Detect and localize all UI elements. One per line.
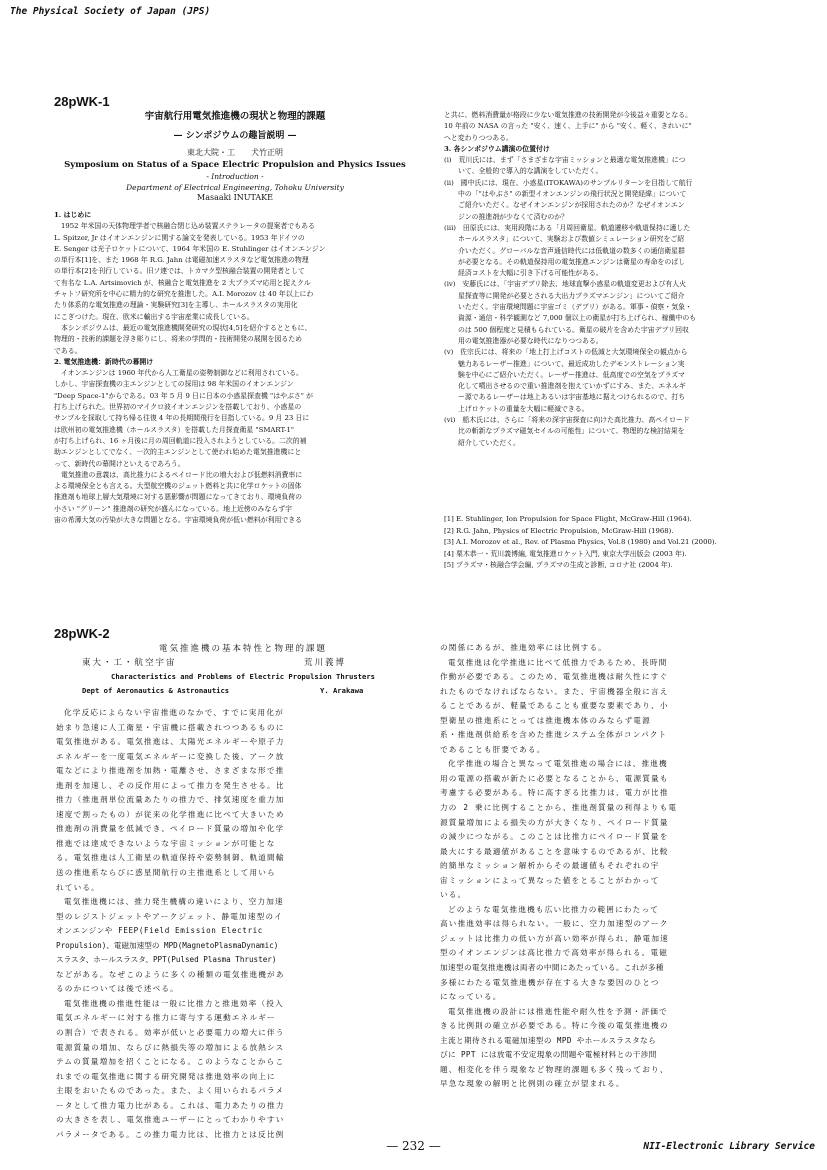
paragraph-line: (v) 佐宗氏には、将来の「地上打上げコストの低減と大気環境保全の観点から xyxy=(444,348,688,357)
paper1-id: 28pWK-1 xyxy=(54,94,110,109)
paragraph-line: 介いただく。グローバルな音声通信時代には低軌道の数多くの通信衛星群 xyxy=(458,246,685,255)
paper2-author-en: Y. Arakawa xyxy=(320,686,364,695)
reference-item: [1] E. Stuhlinger, Ion Propulsion for Space Flight, McGraw-Hill (1964). xyxy=(444,515,692,523)
paper2-left-column xyxy=(56,706,426,1142)
paragraph-line: 作動が必要である。このため、電気推進機は耐久性にすぐ xyxy=(440,672,669,682)
paragraph-line: 化して噴出させるので重い推進剤を抱えていかずにすみ、また、エネルギ xyxy=(458,382,686,391)
paragraph-line: の関係にあるが、推進効率には比例する。 xyxy=(440,643,608,652)
paragraph-line: ホールスラスタ」について、実験および数値シミュレーション研究をご紹 xyxy=(458,235,685,244)
paragraph-line: ジェットは比推力の低い方が高い効率が得られ、静電加速 xyxy=(440,933,669,943)
paragraph-line: 小さい "グリーン" 推進剤の研究が盛んになっている。地上近傍のみならず宇 xyxy=(54,504,292,513)
reference-item: [4] 栗木恭一・荒川義博編, 電気推進ロケット入門, 東京大学出版会 (2003 年). xyxy=(444,549,687,558)
paragraph-line: 星探査等に開発が必要とされる大出力プラズマエンジン」についてご紹介 xyxy=(458,291,685,300)
reference-item: [3] A.I. Morozov et al., Rev. of Plasma Physics, Vol.8 (1980) and Vol.21 (2000). xyxy=(444,538,717,547)
paragraph-line: 的簡単なミッション解析からその最適値もそれぞれの宇 xyxy=(440,861,660,871)
paragraph-line: 10 年前の NASA の言った "安く、速く、上手に" から "安く、軽く、きれいに" xyxy=(444,122,692,131)
paper1-title-jp: 宇宙航行用電気推進機の現状と物理的課題 xyxy=(144,111,326,122)
paragraph-line: たり体系的な電気推進の理論・実験研究[3]を主導し、ホールスラスタの実用化 xyxy=(54,301,298,310)
paragraph-line: (i) 荒川氏には、まず「さまざまな宇宙ミッションと最適な電気推進機」につ xyxy=(444,156,686,165)
paragraph-line: 化学推進の場合と異なって電気推進の場合には、推進機 xyxy=(448,759,668,769)
paragraph-line: 電気推進は化学推進に比べて低推力であるため、長時間 xyxy=(448,657,668,667)
paragraph-line: 宙ミッションによって異なった値をとることがわかって xyxy=(440,875,660,885)
paragraph-line: (iii) 田原氏には、実用段階にある「月周回衛星、軌道遷移や軌道保持に適した xyxy=(444,223,691,232)
paragraph-line: 電気推進機の設計には推進性能や耐久性を予測・評価で xyxy=(448,1006,668,1016)
paragraph-line: 多様にわたる電気推進機が存在する大きな要因のひとつ xyxy=(440,977,660,987)
paragraph-line: が必要となる。その軌道保持用の電気推進エンジンは衛星の寿命をのばし xyxy=(458,257,686,266)
journal-header: The Physical Society of Japan (JPS) xyxy=(10,6,211,17)
paper1-references xyxy=(444,514,804,572)
paragraph-line: 用の電源の搭載が新たに必要となることから、電源質量も xyxy=(440,773,669,783)
paragraph-line: にこぎつけた。現在、欧米に輸出する宇宙産業に成長している。 xyxy=(54,312,254,321)
paper2-title-block xyxy=(62,642,424,698)
paragraph-line: "Deep Space-1"からである。03 年 5 月 9 日に日本の小惑星探査機 "はやぶさ" が xyxy=(54,391,314,400)
paragraph-line: 3. 各シンポジウム講演の位置付け xyxy=(444,144,550,153)
paragraph-line: 速度で割ったもの）が従来の化学推進に比べて大きいため xyxy=(56,809,285,819)
paragraph-line: E. Senger は光子ロケットについて、1964 年米国の E. Stuhlinger はイオンエンジン xyxy=(54,244,326,253)
paragraph-line: のは 500 個程度と見積もられている。衛星の破片を含めた宇宙デブリ回収 xyxy=(458,325,689,334)
paragraph-line: ー源であるレーザーは地上あるいは宇宙基地に据えつけられるので、打ち xyxy=(458,393,686,402)
reference-item: [5] プラズマ・核融合学会編, プラズマの生成と診断, コロナ社 (2004 年). xyxy=(444,561,673,570)
paper1-left-column xyxy=(54,210,420,526)
paragraph-line: は欧州初の電気推進機（ホールスラスタ）を搭載した月探査衛星 "SMART-1" xyxy=(54,425,295,434)
paragraph-line: 推進剤も地球上層大気環境に対する悪影響が問題になってきており、環境負荷の xyxy=(54,493,303,502)
paragraph-line: 進剤を加速し、その反作用によって推力を発生させる。比 xyxy=(56,780,285,790)
paragraph-line: て有名な L.A. Artsimovich が、核融合と電気推進を 2 大プラズマ応用と捉えクル xyxy=(54,278,311,287)
paragraph-line: って、新時代の幕開けといえるであろう。 xyxy=(54,459,185,468)
paragraph-line: サンプルを採取して持ち帰る往復 4 年の長期間飛行を目指している。9 月 23 日に xyxy=(54,414,310,423)
paper1-intro-en: - Introduction - xyxy=(206,172,264,181)
paragraph-line: ご紹介いただく。なぜイオンエンジンが採用されたのか？なぜイオンエン xyxy=(458,201,685,210)
paragraph-line: (vi) 船木氏には、さらに「将来の深宇宙探査に向けた高比推力、高ペイロード xyxy=(444,416,690,425)
paragraph-line: 電気推進がある。電気推進は、太陽光エネルギーや原子力 xyxy=(56,737,285,747)
paragraph-line: になっている。 xyxy=(440,992,502,1002)
paragraph-line: 2. 電気推進機：新時代の幕開け xyxy=(54,357,154,366)
paragraph-line: 資源・通信・科学観測など 7,000 個以上の衛星が打ち上げられ、稼働中のも xyxy=(458,314,697,323)
paragraph-line: が打ち上げられ、16 ヶ月後に月の周回軌道に投入されようとしている。二次的補 xyxy=(54,436,307,445)
paragraph-line: 中の「"はやぶさ" の新型イオンエンジンの飛行状況と開発経緯」について xyxy=(458,190,687,199)
paragraph-line: 送の推進系ならびに惑星間航行の主推進系として用いら xyxy=(56,868,276,878)
page-number: — 232 — xyxy=(386,1139,441,1153)
paragraph-line: 型のレジストジェットやアークジェット、静電加速型のイ xyxy=(56,911,284,921)
paragraph-line: 電気エネルギーに対する推力に寄与する運動エネルギー xyxy=(56,1013,276,1023)
paragraph-line: 源質量増加による損失の方が大きくなり、ペイロード質量 xyxy=(440,817,669,827)
paragraph-line: スラスタ、ホールスラスタ、PPT(Pulsed Plasma Thruster) xyxy=(56,955,277,965)
paragraph-line: 電気推進の意義は、高比推力によるペイロード比の増大および低燃料消費率に xyxy=(61,470,303,479)
paragraph-line: 助エンジンとしてでなく、一次的主エンジンとして使われ始めた電気推進機にと xyxy=(54,448,302,457)
paragraph-line: よる環境保全とも言える。大型航空機のジェット燃料と共に化学ロケットの固体 xyxy=(54,482,302,491)
paragraph-line: などがある。なぜこのように多くの種類の電気推進機があ xyxy=(56,969,285,979)
paragraph-line: 主眼をおいたものであった。また、よく用いられるパラメ xyxy=(56,1086,285,1096)
paragraph-line: 電などにより推進剤を加熱・電離させ、さまざまな形で推 xyxy=(56,766,285,776)
paragraph-line: であることも肝要である。 xyxy=(440,744,546,754)
paragraph-line: 宙の希薄大気の汚染が大きな問題となる。宇宙環境負荷が低い燃料が利用できる xyxy=(54,516,303,525)
paragraph-line: パラメータである。この推力電力比は、比推力とは反比例 xyxy=(56,1129,285,1139)
paragraph-line: 電気推進機の推進性能は一般に比推力と推進効率（投入 xyxy=(64,998,284,1008)
library-footer: NII-Electronic Library Service xyxy=(643,1141,815,1152)
paragraph-line: 推進では達成できないような宇宙ミッションが可能とな xyxy=(56,838,276,848)
paragraph-line: の大きさを表し、電気推進ユーザーにとってわかりやすい xyxy=(56,1115,285,1125)
paragraph-line: である。 xyxy=(54,346,82,355)
paragraph-line: 物理的・技術的課題を浮き彫りにし、将来の学問的・技術開発の展開を図るため xyxy=(54,335,303,344)
paragraph-line: 主流と期待される電磁加速型の MPD やホールスラスタなら xyxy=(440,1035,657,1045)
paragraph-line: る。電気推進は人工衛星の軌道保持や姿勢制御、軌道間輸 xyxy=(56,853,285,863)
paragraph-line: Propulsion)、電磁加速型の MPD(MagnetoPlasmaDynamic) xyxy=(56,940,279,950)
paragraph-line: イオンエンジンは 1960 年代から人工衛星の姿勢制御などに利用されている。 xyxy=(61,369,303,378)
paragraph-line: 加速型の電気推進機は両者の中間にあたっている。これが多種 xyxy=(440,963,664,973)
paragraph-line: れまでの電気推進に関する研究開発は推進効率の向上に xyxy=(56,1071,276,1081)
paragraph-line: エネルギーを一度電気エネルギーに変換した後、アーク放 xyxy=(56,751,285,761)
paper1-author-en: Masaaki INUTAKE xyxy=(197,193,273,202)
paragraph-line: るのかについては後で述べる。 xyxy=(56,984,179,994)
paragraph-line: 力の 2 乗に比例することから、推進剤質量の利得よりも電 xyxy=(440,803,678,813)
paragraph-line: 推力（推進剤単位流量あたりの推力で、排気速度を重力加 xyxy=(56,795,285,805)
paragraph-line: れたものでなければならない。また、宇宙機器全般に言え xyxy=(440,686,669,696)
paragraph-line: 電源質量の増加、ならびに熱損失等の増加による放熱シス xyxy=(56,1042,285,1052)
paragraph-line: 最大にする最適値があることを意味するのであるが、比較 xyxy=(440,846,669,856)
paragraph-line: ることであるが、軽量であることも重要な要素であり、小 xyxy=(440,701,669,711)
paragraph-line: 高い推進効率は得られない。一般に、空力加速型のアーク xyxy=(440,919,669,929)
paragraph-line: 型のイオンエンジンは高比推力で高効率が得られる。電磁 xyxy=(440,948,669,958)
paragraph-line: 題、相変化を伴う現象など物理的課題も多く残っており、 xyxy=(440,1064,669,1074)
paper2-title-jp: 電気推進機の基本特性と物理的課題 xyxy=(158,644,327,654)
paper1-author-jp: 東北大院・工 犬竹正明 xyxy=(187,148,283,157)
paper2-right-column xyxy=(440,641,810,1092)
paragraph-line: (iv) 安藤氏には、「宇宙デブリ除去、地球直撃小惑星の軌道変更および有人火 xyxy=(444,280,687,289)
paragraph-line: 系・推進剤供給系を含めた推進システム全体がコンパクト xyxy=(440,730,668,740)
paragraph-line: オンエンジンや FEEP(Field Emission Electric xyxy=(56,926,263,936)
paragraph-line: どのような電気推進機も広い比推力の範囲にわたって xyxy=(448,904,660,914)
paragraph-line: しかし、宇宙探査機の主エンジンとしての採用は 98 年米国のイオンエンジン xyxy=(54,380,294,389)
paragraph-line: 経済コストを大幅に引き下げる可能性がある。 xyxy=(458,269,603,278)
paragraph-line: ータとして推力電力比がある。これは、電力あたりの推力 xyxy=(56,1100,285,1110)
paragraph-line: と共に、燃料消費量が格段に少ない電気推進の技術開発が今後益々重要となる。 xyxy=(444,111,693,119)
paragraph-line: 用の電気推進器が必要な時代になりつつある。 xyxy=(458,336,603,345)
paragraph-line: びに PPT には放電不安定現象の問題や電極材料との干渉問 xyxy=(440,1050,657,1060)
paper1-right-column xyxy=(444,110,804,449)
paragraph-line: 始まり急速に人工衛星・宇宙機に搭載されつつあるものに xyxy=(56,722,285,732)
paragraph-line: 早急な現象の解明と比例則の確立が望まれる。 xyxy=(440,1079,625,1089)
paragraph-line: 比の斬新なプラズマ磁気セイルの可能性」について、物理的な検討結果を xyxy=(458,427,685,436)
paragraph-line: 電気推進機には、推力発生機構の違いにより、空力加速 xyxy=(64,897,284,907)
paragraph-line: 化学反応によらない宇宙推進のなかで、すでに実用化が xyxy=(64,708,284,717)
paragraph-line: いる。 xyxy=(440,890,467,900)
paragraph-line: 推進剤の消費量を低減でき、ペイロード質量の増加や化学 xyxy=(56,824,285,834)
paragraph-line: 1. はじめに xyxy=(54,211,92,219)
paragraph-line: (ii) 國中氏には、現在、小惑星(ITOKAWA)のサンプルリターンを目指して航行 xyxy=(444,178,693,187)
paper2-title-en: Characteristics and Problems of Electric Propulsion Thrusters xyxy=(111,672,375,681)
paper2-dept-en: Dept of Aeronautics & Astronautics xyxy=(82,686,230,695)
paragraph-line: 紹介していただく。 xyxy=(458,438,520,447)
paragraph-line: 上げロケットの重量を大幅に軽減できる。 xyxy=(458,404,589,413)
paragraph-line: の単行本[2]を刊行している。旧ソ連では、トカマク型核融合装置の開発者として xyxy=(54,267,305,276)
paper1-title-block xyxy=(52,109,418,203)
paragraph-line: 型衛星の推進系にとっては推進機本体のみならず電源 xyxy=(440,715,651,725)
paragraph-line: 験を中心にご紹介いただく。レーザー推進は、低高度での空気をプラズマ xyxy=(458,370,685,379)
paragraph-line: へと変わりつつある。 xyxy=(444,133,513,142)
paragraph-line: の減少につながる。このことは比推力にペイロード質量を xyxy=(440,832,669,842)
paragraph-line: 魅力あるレーザー推進」について、最近成功したデモンストレーション実 xyxy=(458,359,685,368)
paper1-subtitle-jp: — シンポジウムの趣旨説明 — xyxy=(173,131,297,141)
paragraph-line: きる比例則の確立が必要である。特に今後の電気推進機の xyxy=(440,1021,669,1031)
paper2-author-jp: 荒川義博 xyxy=(304,658,347,668)
paragraph-line: ジンの推進剤が少なくて済むのか？ xyxy=(458,212,569,221)
paragraph-line: いて、全般的で導入的な講演をしていただく。 xyxy=(458,167,603,176)
paper2-affiliation-jp: 東大・工・航空宇宙 xyxy=(82,658,177,668)
paragraph-line: テムの質量増加を招くことになる。このようなことからこ xyxy=(56,1057,285,1067)
paragraph-line: L. Spitzer, Jr はイオンエンジンに関する論文を発表している。1953 年ドイツの xyxy=(54,233,305,242)
reference-item: [2] R.G. Jahn, Physics of Electric Propulsion, McGraw-Hill (1968). xyxy=(444,526,674,535)
paragraph-line: 考慮する必要がある。特に高すぎる比推力は、電力が比推 xyxy=(440,788,669,798)
paragraph-line: いただく。宇宙環境問題に宇宙ゴミ（デブリ）がある。軍事・偵察・気象・ xyxy=(458,303,692,312)
paragraph-line: の単行本[1]を、また 1968 年 R.G. Jahn は電磁加速スラスタなど電気推進の物理 xyxy=(54,256,309,265)
paragraph-line: 本シンポジウムは、最近の電気推進機開発研究の現状[4,5]を紹介するとともに、 xyxy=(61,323,312,332)
paragraph-line: の割合）で表される。効率が低いと必要電力の増大に伴う xyxy=(56,1028,285,1038)
paragraph-line: 1952 年米国の天体物理学者で核融合閉じ込め装置ステラレータの提案者でもある xyxy=(61,222,315,231)
paragraph-line: チャトフ研究所を中心に精力的な研究を推進した。A.I. Morozov は 40 年以上にわ xyxy=(54,290,314,299)
paper2-id: 28pWK-2 xyxy=(54,626,110,641)
paragraph-line: 打ち上げられた。世界初のマイクロ波イオンエンジンを搭載しており、小惑星の xyxy=(54,403,302,412)
paper1-title-en: Symposium on Status of a Space Electric Propulsion and Physics Issues xyxy=(64,160,406,170)
paragraph-line: れている。 xyxy=(56,882,100,892)
paper1-dept-en: Department of Electrical Engineering, Tohoku University xyxy=(126,183,344,192)
